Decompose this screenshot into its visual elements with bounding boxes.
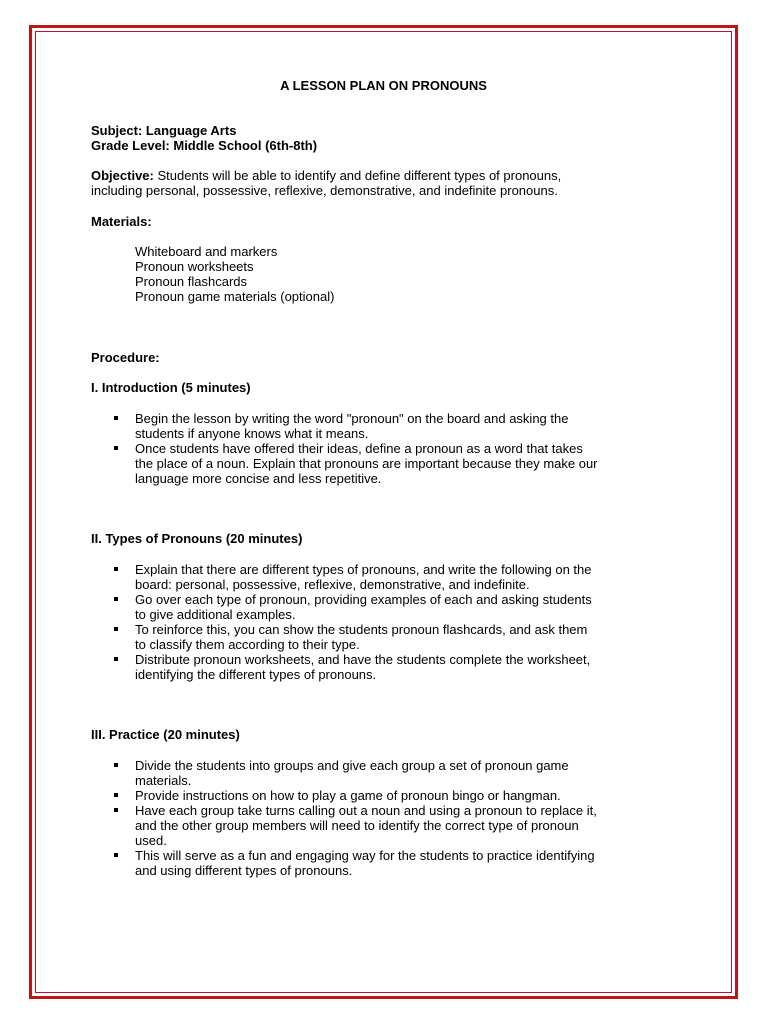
bullet-item	[135, 622, 681, 652]
objective-block	[91, 168, 681, 198]
bullet-item	[135, 411, 681, 441]
bullet-line: This will serve as a fun and engaging way for the students to practice identifying	[135, 848, 595, 863]
bullet-line: Divide the students into groups and give each group a set of pronoun game	[135, 758, 569, 773]
bullet-line: identifying the different types of pronouns.	[135, 667, 377, 682]
materials-list	[91, 244, 681, 304]
bullet-line: the place of a noun. Explain that pronouns are important because they make our	[135, 456, 598, 471]
section-heading: II. Types of Pronouns (20 minutes)	[91, 531, 303, 546]
bullet-line: students if anyone knows what it means.	[135, 426, 369, 441]
bullet-list	[91, 562, 681, 682]
bullet-line: To reinforce this, you can show the students pronoun flashcards, and ask them	[135, 622, 588, 637]
bullet-line: to give additional examples.	[135, 607, 296, 622]
bullet-item	[135, 562, 681, 592]
bullet-line: Provide instructions on how to play a game of pronoun bingo or hangman.	[135, 788, 561, 803]
bullet-item	[135, 848, 681, 878]
bullet-item	[135, 758, 681, 788]
section-practice-bullets	[91, 758, 681, 878]
bullet-line: Go over each type of pronoun, providing examples of each and asking students	[135, 592, 592, 607]
bullet-line: Explain that there are different types of pronouns, and write the following on the	[135, 562, 592, 577]
bullet-line: language more concise and less repetitive.	[135, 471, 382, 486]
bullet-item	[135, 788, 681, 803]
objective-line-2: including personal, possessive, reflexive, demonstrative, and indefinite pronouns.	[91, 183, 558, 198]
section-types-of-pronouns	[91, 531, 681, 546]
materials-item: Pronoun worksheets	[135, 259, 254, 274]
materials-list-block	[91, 244, 681, 304]
materials-heading: Materials:	[91, 214, 152, 229]
section-introduction	[91, 380, 681, 395]
subject-line: Subject: Language Arts	[91, 123, 237, 138]
bullet-line: to classify them according to their type.	[135, 637, 360, 652]
bullet-list	[91, 411, 681, 486]
bullet-item	[135, 592, 681, 622]
bullet-line: and the other group members will need to identify the correct type of pronoun	[135, 818, 579, 833]
bullet-line: board: personal, possessive, reflexive, demonstrative, and indefinite.	[135, 577, 530, 592]
bullet-line: materials.	[135, 773, 192, 788]
bullet-line: Have each group take turns calling out a noun and using a pronoun to replace it,	[135, 803, 597, 818]
bullet-line: used.	[135, 833, 167, 848]
materials-item: Whiteboard and markers	[135, 244, 278, 259]
objective-text: Students will be able to identify and define different types of pronouns,	[153, 168, 562, 183]
section-practice	[91, 727, 681, 742]
bullet-item	[135, 803, 681, 848]
bullet-line: Once students have offered their ideas, define a pronoun as a word that takes	[135, 441, 583, 456]
document-title: A LESSON PLAN ON PRONOUNS	[280, 78, 487, 93]
bullet-line: and using different types of pronouns.	[135, 863, 353, 878]
section-heading: III. Practice (20 minutes)	[91, 727, 240, 742]
materials-item: Pronoun game materials (optional)	[135, 289, 335, 304]
bullet-line: Distribute pronoun worksheets, and have the students complete the worksheet,	[135, 652, 591, 667]
grade-level-line: Grade Level: Middle School (6th-8th)	[91, 138, 318, 153]
objective-label: Objective:	[91, 168, 154, 183]
procedure-heading: Procedure:	[91, 350, 160, 365]
materials-block	[91, 214, 681, 229]
procedure-block	[91, 350, 681, 365]
materials-item: Pronoun flashcards	[135, 274, 248, 289]
bullet-item	[135, 441, 681, 486]
bullet-list	[91, 758, 681, 878]
objective-line-1	[91, 168, 681, 183]
section-heading: I. Introduction (5 minutes)	[91, 380, 251, 395]
section-introduction-bullets	[91, 411, 681, 486]
bullet-line: Begin the lesson by writing the word "pronoun" on the board and asking the	[135, 411, 569, 426]
section-types-bullets	[91, 562, 681, 682]
subject-grade-block	[91, 123, 681, 153]
bullet-item	[135, 652, 681, 682]
